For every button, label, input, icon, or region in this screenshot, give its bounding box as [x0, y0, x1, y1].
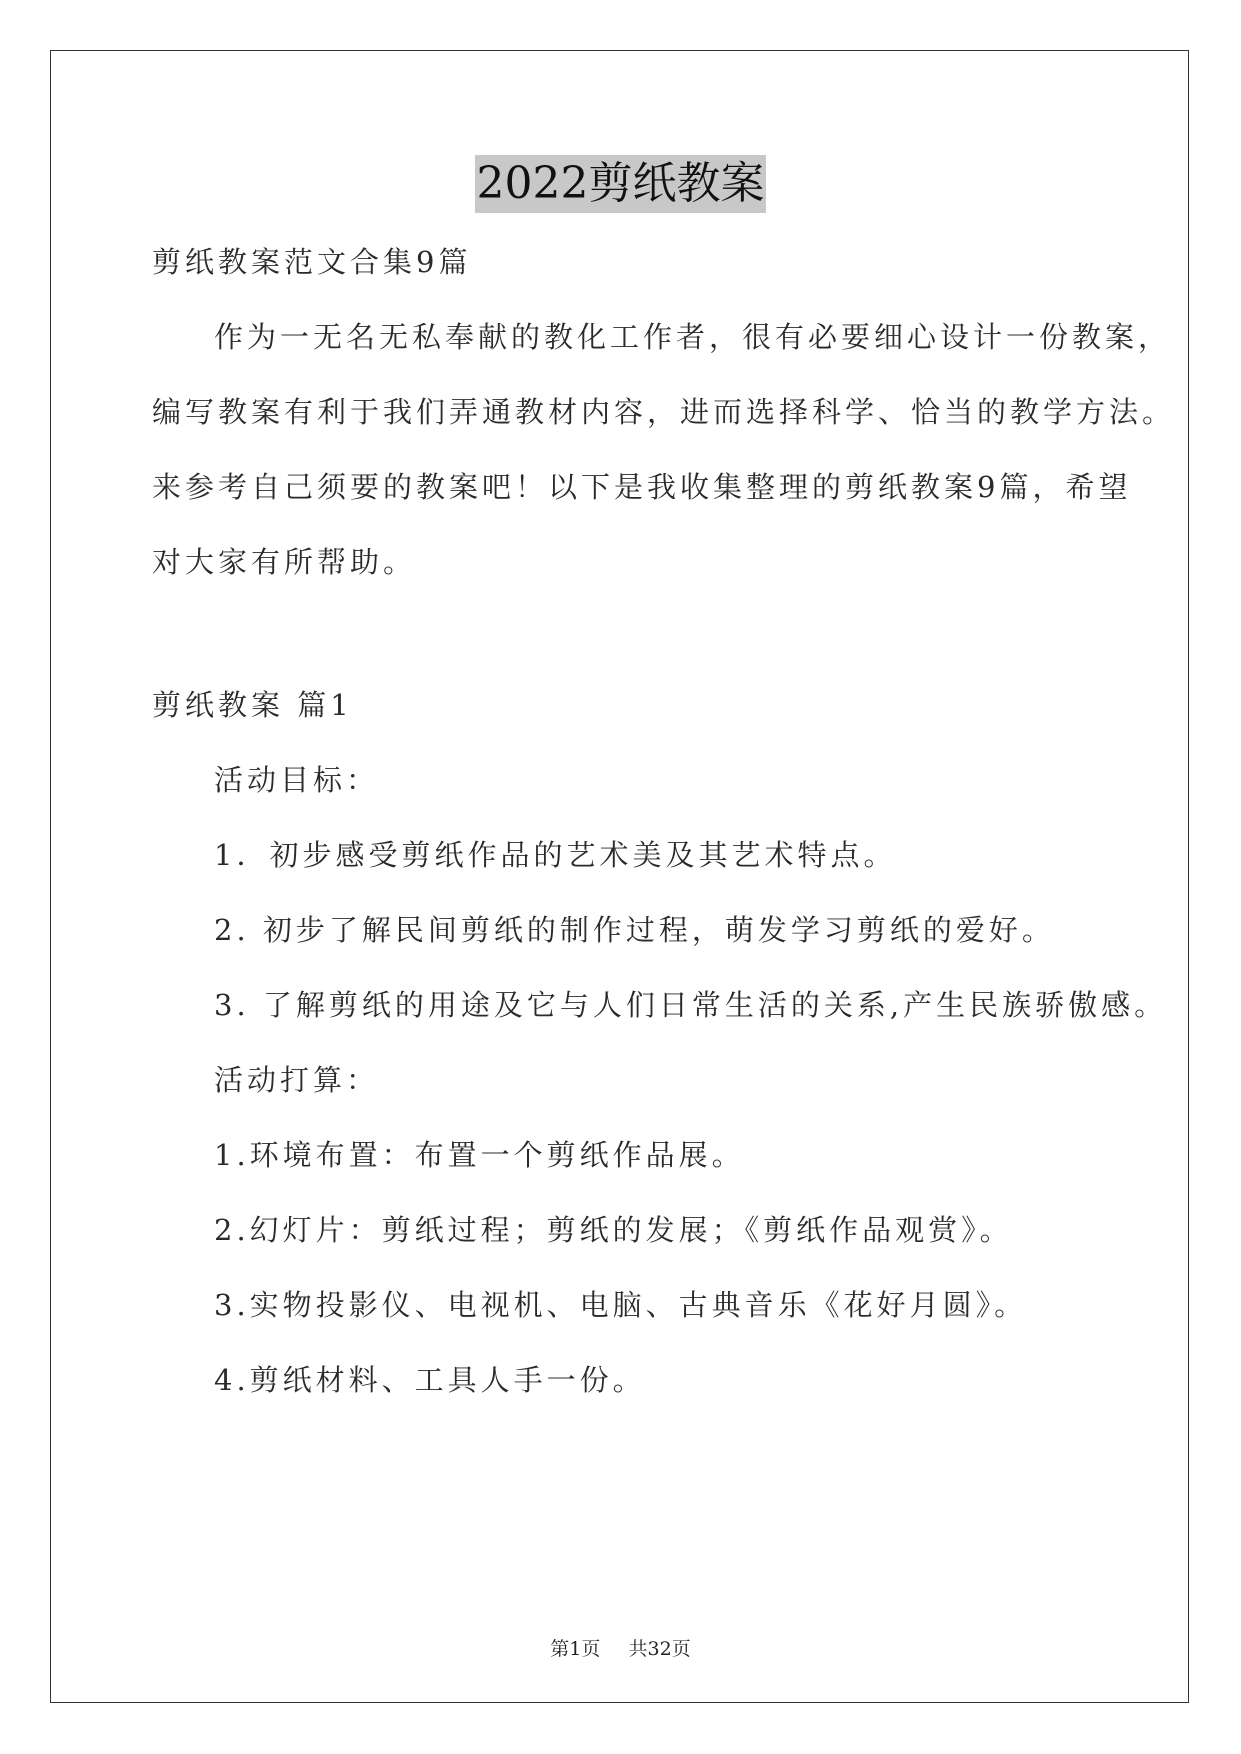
section-heading: 剪纸教案 篇1 — [152, 688, 353, 722]
prep-item-3: 3.实物投影仪、电视机、电脑、古典音乐《花好月圆》。 — [214, 1288, 1028, 1322]
intro-line-1: 作为一无名无私奉献的教化工作者，很有必要细心设计一份教案， — [214, 320, 1172, 354]
page-border — [50, 50, 1189, 1703]
prep-heading: 活动打算： — [214, 1063, 380, 1097]
page-footer — [0, 1634, 1241, 1661]
document-title: 2022剪纸教案 — [475, 155, 767, 213]
document-subtitle: 剪纸教案范文合集9篇 — [152, 245, 472, 279]
intro-line-3: 来参考自己须要的教案吧！以下是我收集整理的剪纸教案9篇，希望 — [152, 470, 1132, 504]
goals-heading: 活动目标： — [214, 763, 380, 797]
prep-item-1: 1.环境布置：布置一个剪纸作品展。 — [214, 1138, 745, 1172]
intro-line-2: 编写教案有利于我们弄通教材内容，进而选择科学、恰当的教学方法。 — [152, 395, 1176, 429]
page-total: 共32页 — [628, 1638, 691, 1660]
title-container — [0, 155, 1241, 213]
goal-item-3: 3. 了解剪纸的用途及它与人们日常生活的关系,产生民族骄傲感。 — [214, 988, 1168, 1022]
prep-item-2: 2.幻灯片：剪纸过程；剪纸的发展；《剪纸作品观赏》。 — [214, 1213, 1013, 1247]
goal-item-2: 2. 初步了解民间剪纸的制作过程，萌发学习剪纸的爱好。 — [214, 913, 1055, 947]
intro-line-4: 对大家有所帮助。 — [152, 545, 417, 579]
goal-item-1: 1．初步感受剪纸作品的艺术美及其艺术特点。 — [214, 838, 897, 872]
prep-item-4: 4.剪纸材料、工具人手一份。 — [214, 1363, 646, 1397]
page-number: 第1页 — [550, 1638, 601, 1660]
